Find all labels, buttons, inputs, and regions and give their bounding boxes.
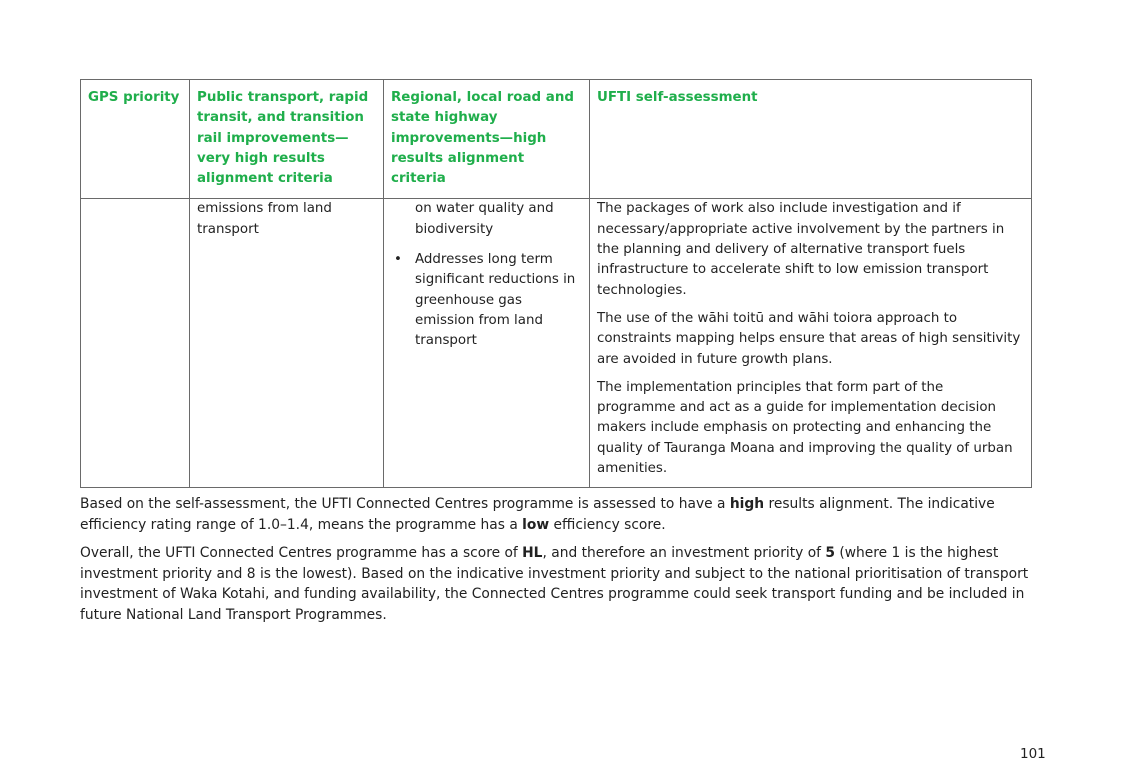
- self-assessment-paragraph: The implementation principles that form part of the programme and act as a guide for implementation decision makers include emphasis on protecting and enhancing the quality of Tauranga Moana and improving the quality of urban amenities.: [597, 379, 1013, 477]
- table-row: [81, 199, 1032, 488]
- assessment-table: [80, 79, 1032, 488]
- text-run: , and therefore an investment priority of: [542, 545, 826, 561]
- cell-public-transport: emissions from land transport: [190, 199, 384, 488]
- header-gps-priority: GPS priority: [81, 80, 190, 199]
- bullet-marker: •: [394, 252, 402, 268]
- text-run: results alignment. The indicative efficiency rating range of 1.0–1.4, means the programme has a: [80, 496, 995, 533]
- header-regional-road: Regional, local road and state highway improvements—high results alignment criteria: [384, 80, 590, 199]
- cell-regional-road: [384, 199, 590, 488]
- bold-low: low: [522, 516, 550, 533]
- bold-hl: HL: [522, 545, 543, 561]
- header-public-transport: Public transport, rapid transit, and transition rail improvements—very high results alignment criteria: [190, 80, 384, 199]
- list-item: [391, 250, 583, 351]
- text-run: Based on the self-assessment, the UFTI Connected Centres programme is assessed to have a: [80, 496, 730, 512]
- page-number: 101: [1020, 746, 1046, 762]
- cell-self-assessment: [590, 199, 1032, 488]
- results-alignment-paragraph: [80, 494, 1050, 535]
- header-ufti-self-assessment: UFTI self-assessment: [590, 80, 1032, 199]
- investment-priority-paragraph: [80, 543, 1050, 625]
- regional-road-bullet-text: Addresses long term significant reductions in greenhouse gas emission from land transport: [415, 252, 576, 349]
- self-assessment-paragraph: The packages of work also include investigation and if necessary/appropriate active involvement by the partners in the planning and delivery of alternative transport fuels infrastructure to accelerate shift to low emission transport technologies.: [597, 201, 1005, 298]
- cell-gps-priority: [81, 199, 190, 488]
- self-assessment-paragraph: The use of the wāhi toitū and wāhi toiora approach to constraints mapping helps ensure that areas of high sensitivity are avoided in future growth plans.: [597, 310, 1021, 367]
- text-run: (where 1 is the highest investment priority and 8 is the lowest). Based on the indicative investment priority and subject to the national prioritisation of transport investment of Waka Kotahi, and funding availability, the Connected Centres programme could seek transport funding and be included in future National Land Transport Programmes.: [80, 545, 1029, 623]
- table-header-row: [81, 80, 1032, 199]
- bold-high: high: [729, 496, 765, 512]
- bold-priority-5: 5: [825, 545, 835, 561]
- text-run: efficiency score.: [549, 516, 666, 533]
- text-run: Overall, the UFTI Connected Centres programme has a score of: [80, 545, 523, 561]
- regional-road-continuation: on water quality and biodiversity: [415, 201, 554, 237]
